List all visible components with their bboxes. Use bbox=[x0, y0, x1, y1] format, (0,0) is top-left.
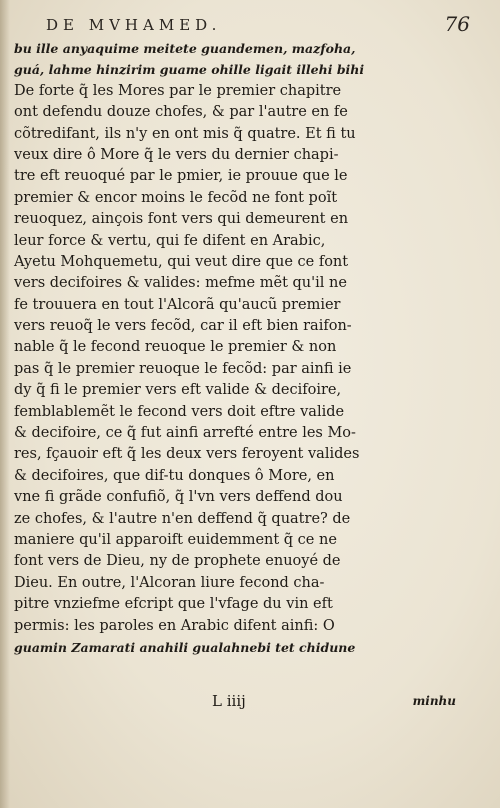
text-line: Dieu. En outre, l'Alcoran liure fecond cha- bbox=[14, 574, 325, 591]
page-gutter-shadow bbox=[0, 0, 10, 808]
text-line: dy q̃ fi le premier vers eft valide & decifoire, bbox=[14, 382, 342, 399]
text-line: res, fçauoir eft q̃ les deux vers feroyent valides bbox=[14, 446, 360, 463]
text-line: vers reuoq̃ le vers fecõd, car il eft bien raifon- bbox=[14, 318, 352, 335]
text-line: cõtredifant, ils n'y en ont mis q̃ quatre. Et fi tu bbox=[14, 125, 356, 142]
text-line: maniere qu'il apparoift euidemment q̃ ce ne bbox=[14, 531, 337, 548]
page-header bbox=[38, 12, 470, 38]
text-line: vers decifoires & valides: mefme mẽt qu'il ne bbox=[14, 275, 347, 292]
text-line: De forte q̃ les Mores par le premier chapitre bbox=[14, 82, 342, 99]
text-line: Ayetu Mohquemetu, qui veut dire que ce font bbox=[14, 253, 349, 270]
text-line: nable q̃ le fecond reuoque le premier & non bbox=[14, 339, 337, 356]
text-line: pas q̃ le premier reuoque le fecõd: par ainfi ie bbox=[14, 360, 352, 377]
text-line: & decifoires, que dif-tu donques ô More, en bbox=[14, 467, 335, 484]
catchword: minhu bbox=[412, 694, 456, 708]
text-line: veux dire ô More q̃ le vers du dernier chapi- bbox=[14, 146, 339, 163]
text-line: guamin Zamarati anahili gualahnebi tet chidune bbox=[14, 639, 356, 655]
text-line: ont defendu douze chofes, & par l'autre en fe bbox=[14, 104, 348, 121]
text-line: permis: les paroles en Arabic difent ainfi: O bbox=[14, 617, 335, 634]
text-line: bu ille anyaquime meitete guandemen, mazfoha, bbox=[14, 41, 356, 56]
text-line: leur force & vertu, qui fe difent en Arabic, bbox=[14, 232, 326, 249]
text-line: vne fi grãde confufiõ, q̃ l'vn vers deffend dou bbox=[14, 489, 343, 506]
text-line: guá, lahme hinzirim guame ohille ligait illehi bihi bbox=[14, 62, 365, 78]
running-title: DE MVHAMED. bbox=[46, 16, 222, 34]
body-text bbox=[14, 38, 460, 658]
text-line: premier & encor moins le fecõd ne font poĩt bbox=[14, 189, 338, 206]
folio-number: 76 bbox=[444, 12, 470, 36]
text-line: femblablemẽt le fecond vers doit eftre valide bbox=[14, 403, 345, 420]
text-line: ze chofes, & l'autre n'en deffend q̃ quatre? de bbox=[14, 510, 351, 527]
text-line: tre eft reuoqué par le pmier, ie prouue que le bbox=[14, 168, 348, 185]
signature-mark: L iiij bbox=[212, 692, 246, 710]
page-footer bbox=[14, 692, 460, 716]
text-line: fe trouuera en tout l'Alcorã qu'aucũ premier bbox=[14, 296, 341, 313]
text-line: reuoquez, ainçois font vers qui demeurent en bbox=[14, 211, 349, 228]
text-line: font vers de Dieu, ny de prophete enuoyé de bbox=[14, 553, 341, 570]
text-line: pitre vnziefme efcript que l'vfage du vin eft bbox=[14, 596, 333, 613]
text-line: & decifoire, ce q̃ fut ainfi arrefté entre les Mo- bbox=[14, 425, 356, 442]
